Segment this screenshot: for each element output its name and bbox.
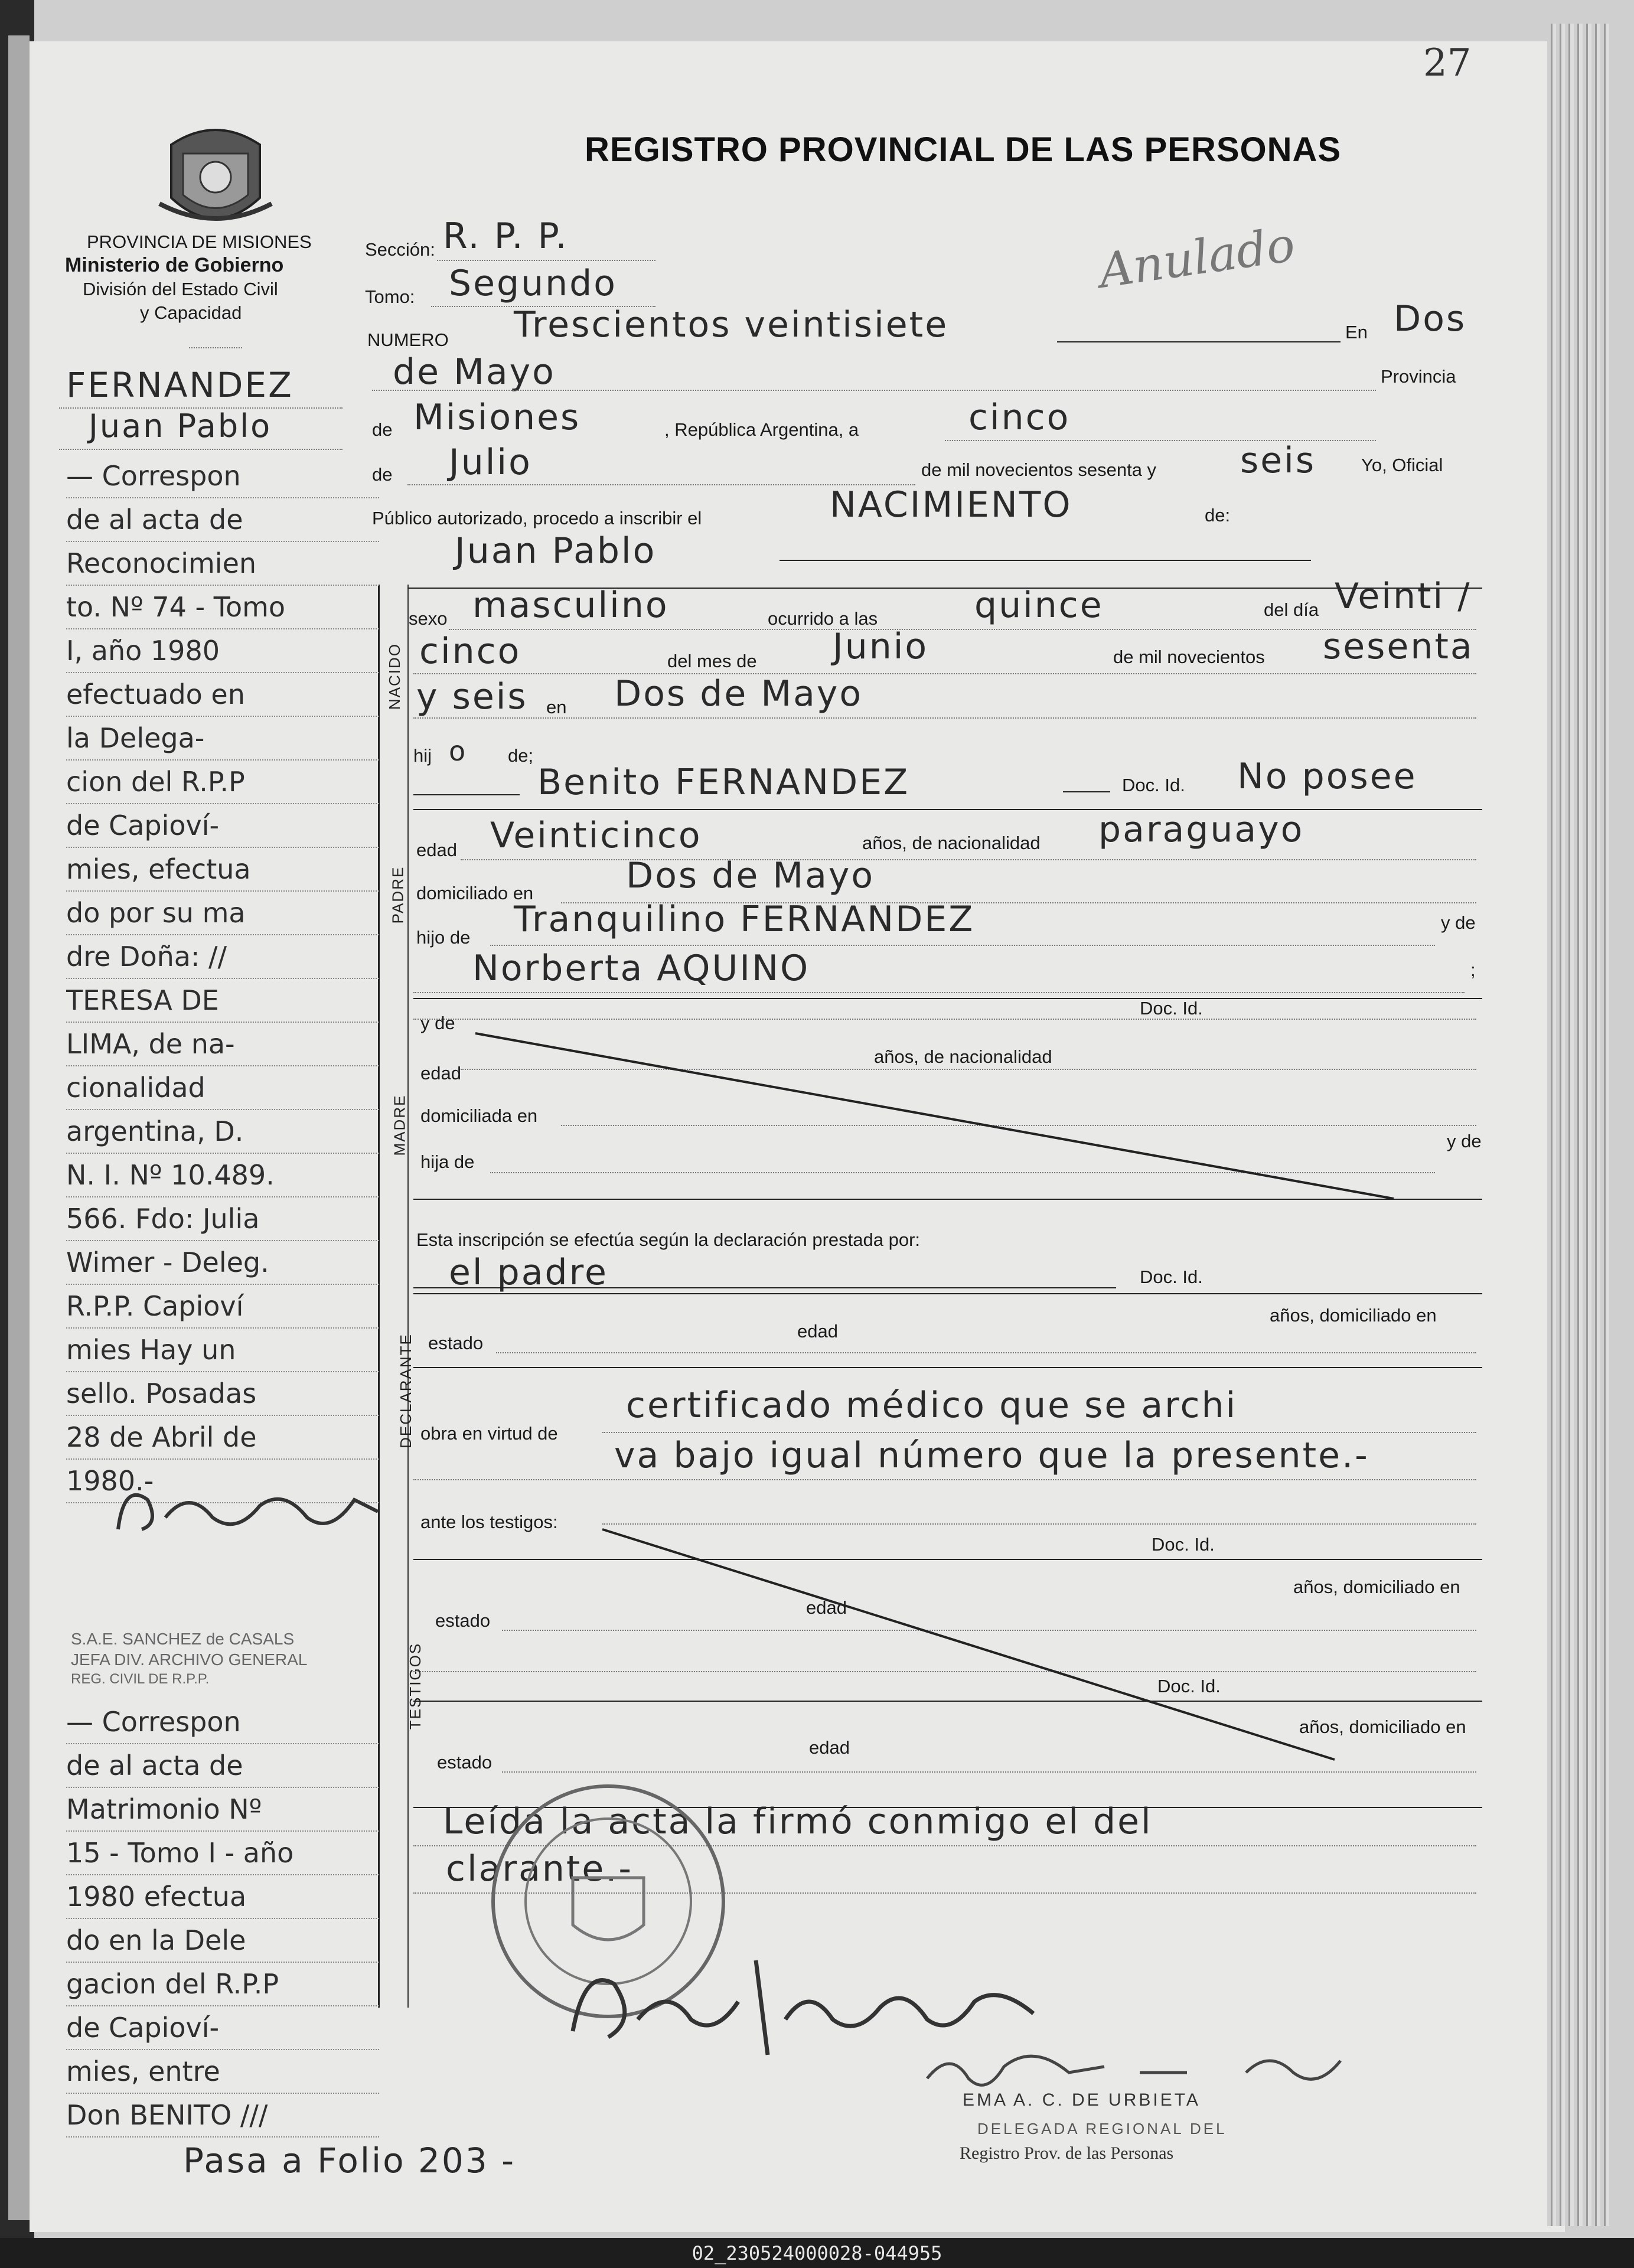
- yo-oficial-label: Yo, Oficial: [1361, 455, 1443, 475]
- de-colon-label: de:: [1205, 505, 1231, 526]
- image-caption: 02_230524000028-044955: [692, 2242, 942, 2264]
- testigos-cancel-stroke: [413, 1523, 1476, 1807]
- madre-doc-label: Doc. Id.: [1140, 998, 1203, 1019]
- official-title-2: Registro Prov. de las Personas: [960, 2143, 1174, 2163]
- madre-y-de-end-label: y de: [1447, 1131, 1482, 1151]
- provincia-value: Misiones: [413, 397, 581, 438]
- madre-cancel-stroke: [413, 998, 1417, 1205]
- padre-value: Benito FERNANDEZ: [537, 762, 910, 803]
- capacity-label: y Capacidad: [140, 302, 242, 323]
- margin-stamp-line-3: REG. CIVIL DE R.P.P.: [71, 1671, 210, 1687]
- ante-testigos-label: ante los testigos:: [420, 1512, 558, 1532]
- margin-signature: [106, 1476, 390, 1541]
- mes-inscripcion-value: Julio: [449, 442, 532, 483]
- margin-note-block-1: — Correspon de al acta de Reconocimien to. Nº 74 - Tomo I, año 1980 efectuado en la Delega- cion del R.P.P de Capioví- mies, efectua do por su ma dre Doña: // TERESA DE LIMA, de na- cionalidad argentina, D. N. I. Nº 10.489. 566. Fdo: Julia Wimer - Deleg. R.P.P. Capioví mies Hay un sello. Posadas 28 de Abril de 1980.-: [66, 455, 379, 1503]
- hora-value: quince: [974, 585, 1104, 626]
- testigo1-estado-label: estado: [435, 1610, 491, 1631]
- provincia-label: Provincia: [1381, 366, 1456, 387]
- margin-footer-note: Pasa a Folio 203 -: [183, 2140, 516, 2181]
- anio-nac-value: sesenta: [1323, 626, 1474, 667]
- margin-stamp-line-1: S.A.E. SANCHEZ de CASALS: [71, 1630, 295, 1648]
- padre-edad-label: edad: [416, 840, 457, 860]
- testigos-section-label: TESTIGOS: [406, 1642, 425, 1730]
- numero-value: Trescientos veintisiete: [514, 304, 949, 345]
- dia2-value: cinco: [419, 631, 521, 672]
- padre-edad-value: Veinticinco: [490, 815, 702, 856]
- certificado-value: certificado médico que se archi: [626, 1385, 1238, 1426]
- hijo-o-value: o: [449, 735, 467, 767]
- del-dia-label: del día: [1264, 599, 1319, 620]
- testigo1-doc-label: Doc. Id.: [1152, 1534, 1215, 1555]
- de-semicolon-label: de;: [508, 745, 534, 766]
- publico-label: Público autorizado, procedo a inscribir el: [372, 508, 702, 528]
- testigo2-estado-label: estado: [437, 1752, 493, 1773]
- testigo2-doc-label: Doc. Id.: [1157, 1676, 1221, 1696]
- anio-value: seis: [1240, 440, 1316, 481]
- padre-doc-value: No posee: [1237, 756, 1417, 797]
- margin-surname: FERNANDEZ: [66, 365, 293, 405]
- ocurrido-label: ocurrido a las: [768, 608, 878, 629]
- padre-doc-label: Doc. Id.: [1122, 775, 1185, 795]
- en-label-2: en: [546, 697, 567, 717]
- sexo-label: sexo: [409, 608, 448, 629]
- padre-domicilio-label: domiciliado en: [416, 883, 534, 903]
- madre-hija-label: hija de: [420, 1151, 475, 1172]
- coat-of-arms-seal: [148, 121, 283, 233]
- seccion-value: R. P. P.: [443, 216, 569, 257]
- official-title-1: DELEGADA REGIONAL DEL: [977, 2120, 1227, 2138]
- mil-novecientos-label: de mil novecientos sesenta y: [921, 459, 1157, 480]
- certificado2-value: va bajo igual número que la presente.-: [614, 1435, 1369, 1476]
- dia-inscripcion-value: cinco: [968, 397, 1071, 438]
- mil-nov-label: de mil novecientos: [1113, 647, 1265, 667]
- lugar-nac-value: Dos de Mayo: [614, 673, 863, 714]
- padre-nac-value: paraguayo: [1098, 809, 1304, 850]
- numero-label: NUMERO: [367, 329, 449, 350]
- division-label: División del Estado Civil: [83, 279, 278, 299]
- official-name: EMA A. C. DE URBIETA: [963, 2090, 1201, 2110]
- page-number: 27: [1423, 41, 1472, 85]
- republica-label: , República Argentina, a: [664, 419, 859, 440]
- lugar2-value: de Mayo: [393, 351, 556, 393]
- del-mes-label: del mes de: [667, 651, 757, 671]
- madre-edad-label: edad: [420, 1063, 461, 1084]
- abuela-value: Norberta AQUINO: [472, 948, 810, 989]
- sexo-value: masculino: [472, 585, 669, 626]
- margin-given-name: Juan Pablo: [89, 407, 272, 445]
- declarante-anios-label: años, domiciliado en: [1270, 1305, 1437, 1326]
- page-title: REGISTRO PROVINCIAL DE LAS PERSONAS: [585, 130, 1342, 169]
- cancelled-handwriting: Anulado: [1095, 217, 1299, 299]
- declarante-doc-label: Doc. Id.: [1140, 1267, 1203, 1287]
- obra-label: obra en virtud de: [420, 1423, 558, 1444]
- tomo-label: Tomo:: [365, 286, 415, 307]
- seccion-label: Sección:: [365, 239, 435, 260]
- y-de-label: y de: [1441, 912, 1476, 933]
- hijo-de-label: hijo de: [416, 927, 471, 948]
- de-label: de: [372, 419, 393, 440]
- testigo1-anios-label: años, domiciliado en: [1293, 1577, 1460, 1597]
- mes-value: Junio: [833, 626, 929, 667]
- lugar-value: Dos: [1394, 298, 1467, 340]
- testigo2-edad-label: edad: [809, 1737, 850, 1758]
- anio-nac2-value: y seis: [416, 676, 528, 717]
- padre-section-label: PADRE: [389, 866, 407, 924]
- madre-anios-label: años, de nacionalidad: [874, 1046, 1052, 1067]
- nacido-section-label: NACIDO: [386, 642, 404, 710]
- tipo-acta-value: NACIMIENTO: [830, 484, 1072, 526]
- nombre-value: Juan Pablo: [455, 530, 657, 572]
- ministry-label: Ministerio de Gobierno: [65, 254, 284, 276]
- de-label-2: de: [372, 464, 393, 485]
- declarante-section-label: DECLARANTE: [396, 1333, 415, 1448]
- margin-stamp-line-2: JEFA DIV. ARCHIVO GENERAL: [71, 1650, 308, 1669]
- madre-y-de-label: y de: [420, 1013, 455, 1033]
- declarante-edad-label: edad: [797, 1321, 838, 1342]
- tomo-value: Segundo: [449, 263, 617, 304]
- inscripcion-label: Esta inscripción se efectúa según la declaración prestada por:: [416, 1229, 920, 1250]
- en-label: En: [1345, 322, 1368, 342]
- province-label: PROVINCIA DE MISIONES: [87, 231, 312, 252]
- closing-line-1: Leída la acta la firmó conmigo el del: [443, 1801, 1153, 1842]
- margin-note-block-2: — Correspon de al acta de Matrimonio Nº 15 - Tomo I - año 1980 efectua do en la Dele gacion del R.P.P de Capioví- mies, entre Don BENITO ///: [66, 1701, 379, 2138]
- testigo2-anios-label: años, domiciliado en: [1299, 1716, 1466, 1737]
- hijo-label: hij: [413, 745, 432, 766]
- abuelo-value: Tranquilino FERNANDEZ: [514, 899, 975, 940]
- madre-domicilio-label: domiciliada en: [420, 1105, 538, 1126]
- padre-domicilio-value: Dos de Mayo: [626, 855, 875, 896]
- padre-anios-nac-label: años, de nacionalidad: [862, 833, 1041, 853]
- page-edges: [1547, 24, 1612, 2226]
- madre-section-label: MADRE: [390, 1094, 409, 1156]
- declarante-estado-label: estado: [428, 1333, 484, 1353]
- semicolon-label: ;: [1470, 960, 1476, 980]
- declarante-value: el padre: [449, 1252, 608, 1293]
- testigo1-edad-label: edad: [806, 1597, 847, 1618]
- closing-line-2: clarante.-: [446, 1848, 634, 1890]
- dia-value: Veinti /: [1335, 576, 1472, 617]
